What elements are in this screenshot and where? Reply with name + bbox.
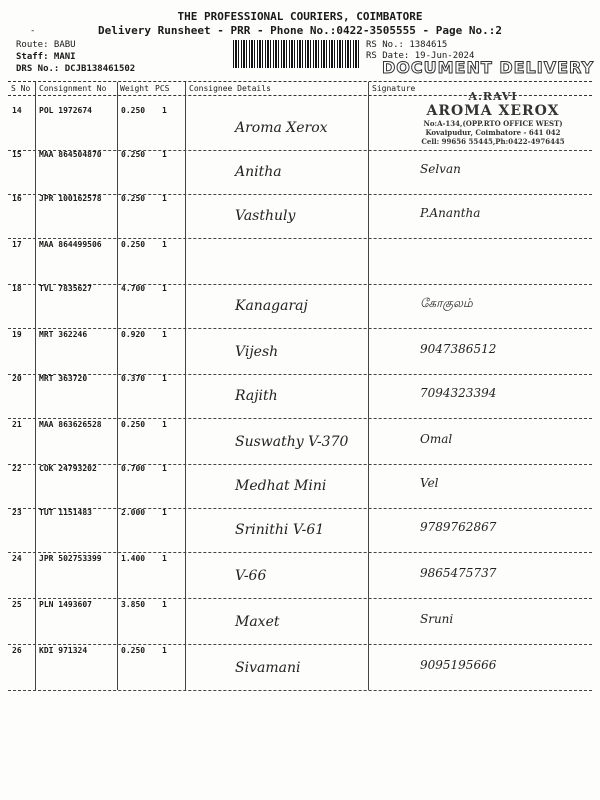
- row-sno: 21: [12, 420, 22, 429]
- col-signature: Signature: [372, 84, 416, 93]
- row-signature: Sruni: [420, 612, 454, 626]
- row-consignment-no: PLN 1493607: [39, 600, 92, 609]
- row-pcs: 1: [162, 420, 167, 429]
- row-pcs: 1: [162, 194, 167, 203]
- row-consignment-no: TVL 7835627: [39, 284, 92, 293]
- row-consignee-handwritten: Suswathy V-370: [235, 434, 349, 450]
- row-weight: 0.250: [121, 194, 146, 203]
- stamp-name-line: A.RAVI: [468, 90, 518, 103]
- row-signature: 9789762867: [420, 520, 497, 534]
- stamp-address-3: Cell: 99656 55445,Ph:0422-4976445: [421, 137, 565, 146]
- row-pcs: 1: [162, 646, 167, 655]
- row-weight: 0.370: [121, 374, 146, 383]
- row-sno: 18: [12, 284, 22, 293]
- row-consignment-no: MAA 863626528: [39, 420, 102, 429]
- row-weight: 0.250: [121, 420, 146, 429]
- row-separator: [8, 598, 592, 599]
- row-separator: [8, 238, 592, 239]
- row-consignee-handwritten: Aroma Xerox: [235, 120, 328, 136]
- row-weight: 0.920: [121, 330, 146, 339]
- row-consignment-no: POL 1972674: [39, 106, 92, 115]
- row-consignment-no: COK 24793202: [39, 464, 97, 473]
- row-signature: Selvan: [420, 162, 461, 176]
- row-sno: 15: [12, 150, 22, 159]
- aroma-xerox-stamp: [398, 90, 588, 146]
- runsheet-title: Delivery Runsheet - PRR - Phone No.:0422-3505555 - Page No.:2: [98, 24, 502, 37]
- row-separator: [8, 644, 592, 645]
- drs-label: DRS No.: DCJB138461502: [16, 64, 136, 74]
- row-weight: 0.250: [121, 646, 146, 655]
- row-weight: 2.000: [121, 508, 146, 517]
- row-pcs: 1: [162, 240, 167, 249]
- row-separator: [8, 328, 592, 329]
- company-title: THE PROFESSIONAL COURIERS, COIMBATORE: [177, 10, 423, 23]
- document-delivery-stamp: DOCUMENT DELIVERY: [382, 58, 595, 77]
- row-sno: 25: [12, 600, 22, 609]
- row-pcs: 1: [162, 374, 167, 383]
- row-signature: Omal: [420, 432, 453, 446]
- route-label: Route: BABU: [16, 40, 76, 50]
- row-separator: [8, 508, 592, 509]
- row-consignee-handwritten: Rajith: [235, 388, 278, 404]
- row-separator: [8, 374, 592, 375]
- row-signature: Vel: [420, 476, 439, 490]
- row-consignee-handwritten: Srinithi V-61: [235, 522, 325, 538]
- row-weight: 0.250: [121, 106, 146, 115]
- row-weight: 0.250: [121, 150, 146, 159]
- row-separator: [8, 418, 592, 419]
- col-consignment: Consignment No: [39, 84, 107, 93]
- row-sno: 19: [12, 330, 22, 339]
- row-consignment-no: MAA 864499506: [39, 240, 102, 249]
- row-pcs: 1: [162, 150, 167, 159]
- row-weight: 3.850: [121, 600, 146, 609]
- stamp-address-1: No:A-134,(OPP.RTO OFFICE WEST): [423, 119, 563, 128]
- row-pcs: 1: [162, 330, 167, 339]
- col-pcs: PCS: [155, 84, 170, 93]
- header-top-rule: [8, 81, 592, 82]
- header-dash: -: [30, 26, 36, 36]
- row-pcs: 1: [162, 106, 167, 115]
- row-signature: 9095195666: [420, 658, 497, 672]
- row-consignment-no: MAA 864504870: [39, 150, 102, 159]
- row-consignment-no: JPR 502753399: [39, 554, 102, 563]
- row-sno: 24: [12, 554, 22, 563]
- row-sno: 16: [12, 194, 22, 203]
- barcode: [233, 40, 361, 68]
- row-sno: 14: [12, 106, 22, 115]
- stamp-address-2: Kovaipudur, Coimbatore - 641 042: [425, 128, 561, 137]
- row-consignee-handwritten: Kanagaraj: [235, 298, 308, 314]
- col-consignee: Consignee Details: [189, 84, 271, 93]
- row-sno: 17: [12, 240, 22, 249]
- row-consignee-handwritten: Medhat Mini: [235, 478, 327, 494]
- row-weight: 0.700: [121, 464, 146, 473]
- row-signature: 7094323394: [420, 386, 497, 400]
- row-signature: P.Anantha: [420, 206, 481, 220]
- row-consignment-no: MRT 363720: [39, 374, 88, 383]
- row-separator: [8, 284, 592, 285]
- col-sno: S No: [11, 84, 31, 93]
- row-consignee-handwritten: V-66: [235, 568, 267, 584]
- row-sno: 26: [12, 646, 22, 655]
- stamp-brand: AROMA XEROX: [426, 103, 560, 119]
- row-separator: [8, 552, 592, 553]
- row-separator: [8, 690, 592, 691]
- row-consignee-handwritten: Vasthuly: [235, 208, 296, 224]
- row-consignee-handwritten: Maxet: [235, 614, 280, 630]
- row-signature: 9047386512: [420, 342, 497, 356]
- row-weight: 4.700: [121, 284, 146, 293]
- row-sno: 23: [12, 508, 22, 517]
- row-signature: கோகுலம்: [420, 296, 473, 310]
- row-consignee-handwritten: Anitha: [235, 164, 282, 180]
- row-pcs: 1: [162, 464, 167, 473]
- row-consignment-no: KDI 971324: [39, 646, 88, 655]
- row-weight: 0.250: [121, 240, 146, 249]
- col-weight: Weight: [120, 84, 149, 93]
- row-consignment-no: TUT 1151483: [39, 508, 92, 517]
- row-signature: 9865475737: [420, 566, 497, 580]
- row-consignment-no: JPR 100162578: [39, 194, 102, 203]
- row-pcs: 1: [162, 284, 167, 293]
- row-consignment-no: MRT 362246: [39, 330, 88, 339]
- row-sno: 20: [12, 374, 22, 383]
- row-pcs: 1: [162, 554, 167, 563]
- row-pcs: 1: [162, 600, 167, 609]
- row-sno: 22: [12, 464, 22, 473]
- row-consignee-handwritten: Sivamani: [235, 660, 301, 676]
- staff-label: Staff: MANI: [16, 52, 76, 62]
- row-weight: 1.400: [121, 554, 146, 563]
- row-pcs: 1: [162, 508, 167, 517]
- row-consignee-handwritten: Vijesh: [235, 344, 279, 360]
- rs-date: RS Date: 19-Jun-2024: [366, 51, 475, 61]
- rs-number: RS No.: 1384615: [366, 40, 448, 50]
